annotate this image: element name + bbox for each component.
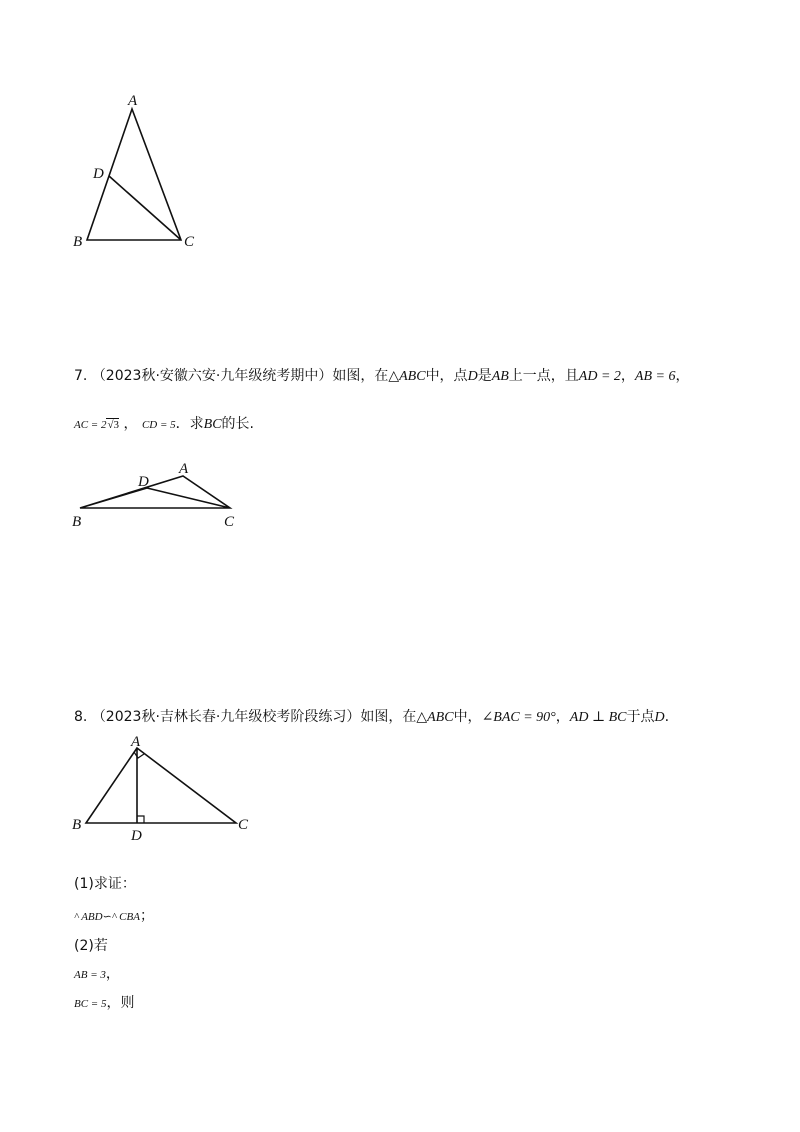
ac-equation: AC = 2√3	[74, 419, 120, 431]
right-angle-mark-d	[137, 816, 144, 823]
figure3-label-c: C	[238, 817, 249, 833]
figure1-label-b: B	[73, 234, 83, 250]
cd-equation: CD = 5	[141, 419, 176, 431]
bc-value: BC = 5	[74, 998, 107, 1010]
perpendicular-statement: AD ⊥ BC	[569, 710, 627, 725]
ad-equation: AD = 2	[578, 369, 621, 384]
figure3-label-b: B	[72, 817, 82, 833]
similar-triangles-expression: ^ ABD∽^ CBA	[74, 911, 140, 923]
triangle-abc: △ABC	[388, 369, 426, 384]
figure1-label-c: C	[184, 234, 195, 250]
part-2-ab: AB = 3，	[74, 966, 120, 982]
question-8-source: （2023秋·吉林长春·九年级校考阶段练习）	[91, 709, 361, 725]
question-7-line-2: AC = 2√3 ， CD = 5．求BC的长.	[74, 416, 254, 432]
question-8-line-1: 8. （2023秋·吉林长春·九年级校考阶段练习）如图，在△ABC中，∠BAC = 90°，AD ⊥ BC于点D.	[74, 709, 670, 725]
ab-value: AB = 3	[74, 969, 106, 981]
ab-equation: AB = 6	[634, 369, 676, 384]
figure2-label-c: C	[224, 514, 235, 530]
part-1-label: (1)求证：	[74, 876, 136, 892]
part-2-label: (2)若	[74, 938, 108, 954]
figure1-label-a: A	[128, 93, 138, 109]
figure2-label-a: A	[179, 461, 189, 477]
question-7-source: （2023秋·安徽六安·九年级统考期中）	[91, 368, 333, 384]
figure2-label-b: B	[72, 514, 82, 530]
part-2-bc: BC = 5，则	[74, 995, 135, 1011]
figure3-label-d: D	[131, 828, 142, 844]
part-1-expression: ^ ABD∽^ CBA；	[74, 908, 154, 924]
figure3-edges	[86, 748, 236, 823]
question-7-number: 7.	[74, 368, 88, 384]
figure3-label-a: A	[131, 734, 141, 750]
angle-equation: ∠BAC = 90°	[481, 710, 556, 725]
figure2-label-d: D	[138, 474, 149, 490]
question-8-number: 8.	[74, 709, 88, 725]
question-7-line-1: 7. （2023秋·安徽六安·九年级统考期中）如图，在△ABC中，点D是AB上一点，且AD = 2，AB = 6，	[74, 368, 690, 384]
figure1-label-d: D	[93, 166, 104, 182]
triangle-abc: △ABC	[416, 710, 454, 725]
